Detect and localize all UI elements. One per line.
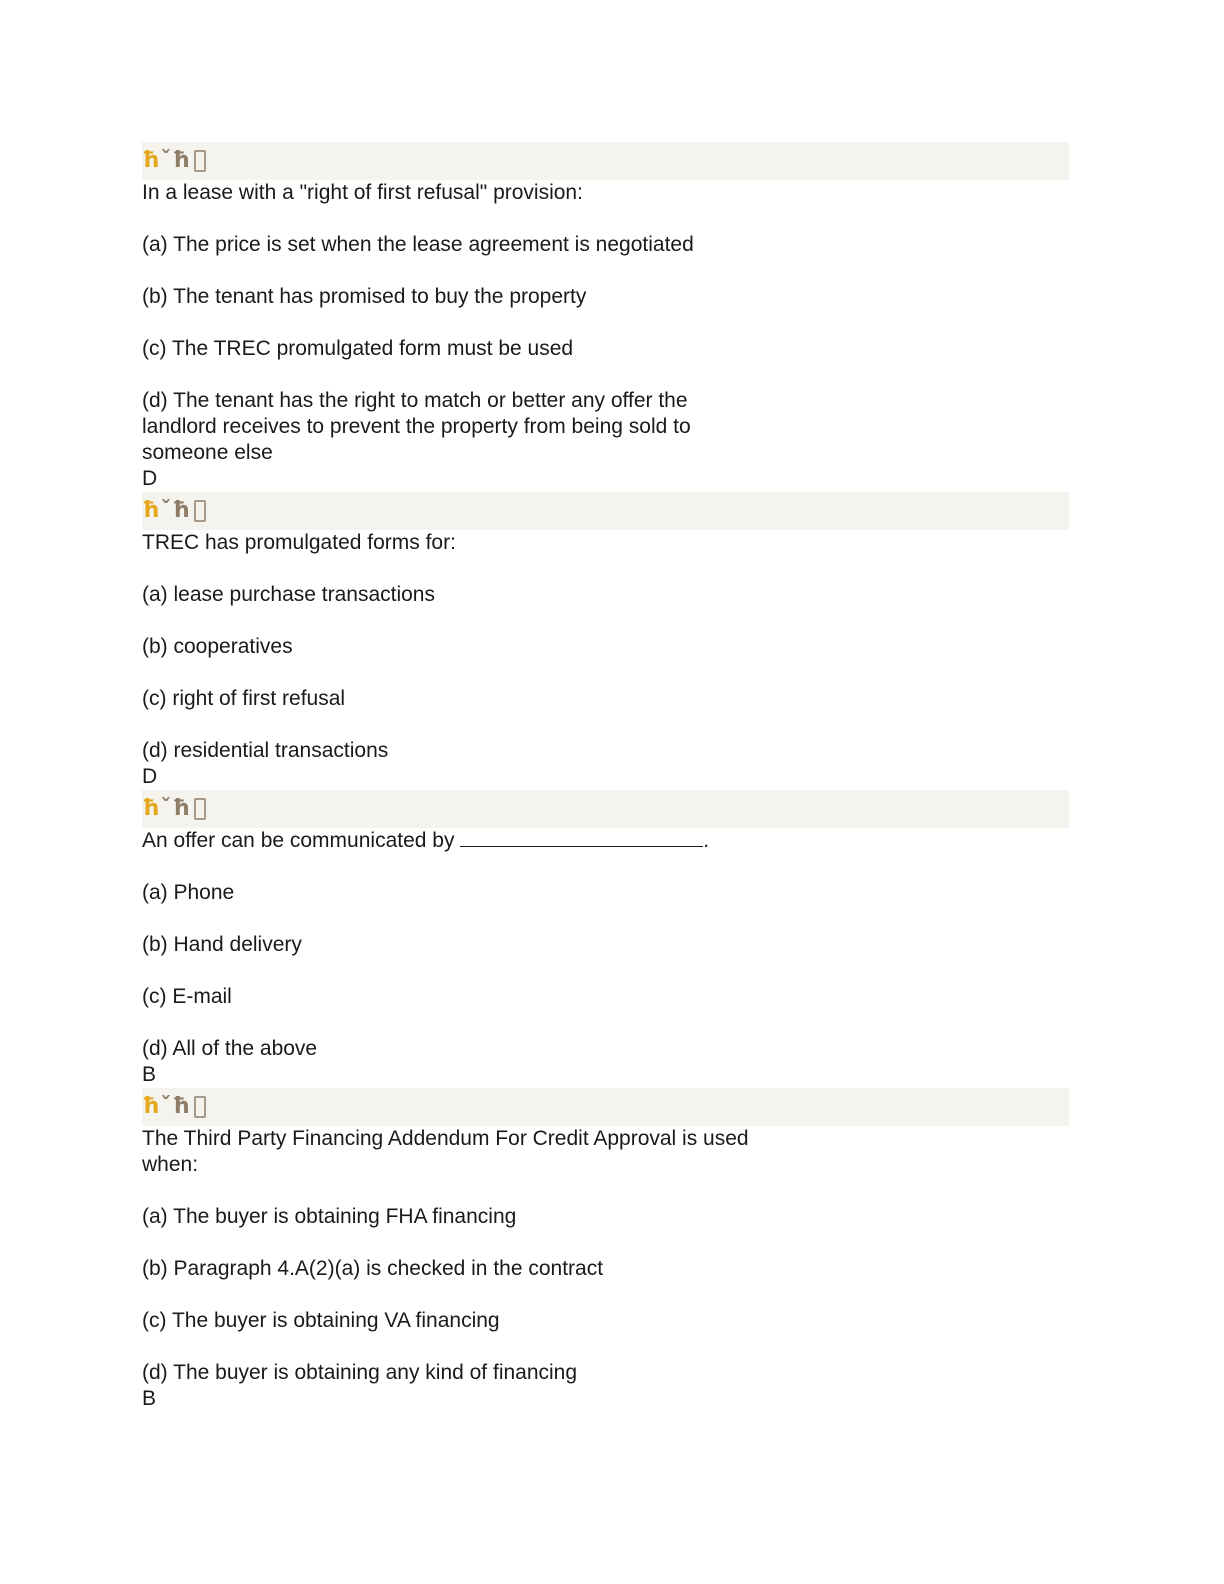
header-glyph-b: ˇħ xyxy=(160,148,191,173)
option-a: (a) The buyer is obtaining FHA financing xyxy=(142,1205,517,1228)
fill-in-blank xyxy=(460,828,703,847)
header-glyphs xyxy=(142,500,206,522)
option-d: (d) The tenant has the right to match or better any offer the landlord receives to prevent the property from being sold to someone else xyxy=(142,389,691,464)
placeholder-box-icon xyxy=(194,798,206,820)
question-card xyxy=(142,1088,1069,1412)
header-glyphs xyxy=(142,1096,206,1118)
question-card xyxy=(142,790,1069,1088)
option-b: (b) cooperatives xyxy=(142,635,293,658)
header-glyph-b: ˇħ xyxy=(160,796,191,821)
question-card xyxy=(142,142,1069,492)
question-prefix: An offer can be communicated by xyxy=(142,829,461,852)
header-glyphs xyxy=(142,798,206,820)
card-header xyxy=(142,1088,1069,1126)
answer-text: D xyxy=(142,467,158,490)
header-glyph-a: ħ xyxy=(142,1094,161,1119)
option-c: (c) The buyer is obtaining VA financing xyxy=(142,1309,500,1332)
question-suffix: . xyxy=(703,829,710,852)
header-glyphs xyxy=(142,150,206,172)
option-b: (b) Paragraph 4.A(2)(a) is checked in the contract xyxy=(142,1257,604,1280)
header-glyph-a: ħ xyxy=(142,148,161,173)
document-page xyxy=(142,142,1069,1412)
card-header xyxy=(142,492,1069,530)
question-card xyxy=(142,492,1069,790)
option-b: (b) Hand delivery xyxy=(142,933,302,956)
option-d: (d) The buyer is obtaining any kind of financing xyxy=(142,1361,578,1384)
card-header xyxy=(142,142,1069,180)
question-text: TREC has promulgated forms for: xyxy=(142,531,456,554)
option-b: (b) The tenant has promised to buy the property xyxy=(142,285,587,308)
header-glyph-a: ħ xyxy=(142,498,161,523)
header-glyph-b: ˇħ xyxy=(160,1094,191,1119)
answer-text: D xyxy=(142,765,158,788)
placeholder-box-icon xyxy=(194,1096,206,1118)
question-text xyxy=(142,828,807,854)
option-a: (a) The price is set when the lease agreement is negotiated xyxy=(142,233,694,256)
option-a: (a) lease purchase transactions xyxy=(142,583,435,606)
option-d: (d) residential transactions xyxy=(142,739,389,762)
answer-text: B xyxy=(142,1387,157,1410)
placeholder-box-icon xyxy=(194,150,206,172)
card-header xyxy=(142,790,1069,828)
answer-text: B xyxy=(142,1063,157,1086)
header-glyph-b: ˇħ xyxy=(160,498,191,523)
header-glyph-a: ħ xyxy=(142,796,161,821)
option-c: (c) The TREC promulgated form must be used xyxy=(142,337,574,360)
option-a: (a) Phone xyxy=(142,881,235,904)
option-d: (d) All of the above xyxy=(142,1037,318,1060)
placeholder-box-icon xyxy=(194,500,206,522)
option-c: (c) right of first refusal xyxy=(142,687,346,710)
question-text: The Third Party Financing Addendum For Credit Approval is used when: xyxy=(142,1127,749,1176)
question-text: In a lease with a "right of first refusal" provision: xyxy=(142,181,583,204)
option-c: (c) E-mail xyxy=(142,985,232,1008)
